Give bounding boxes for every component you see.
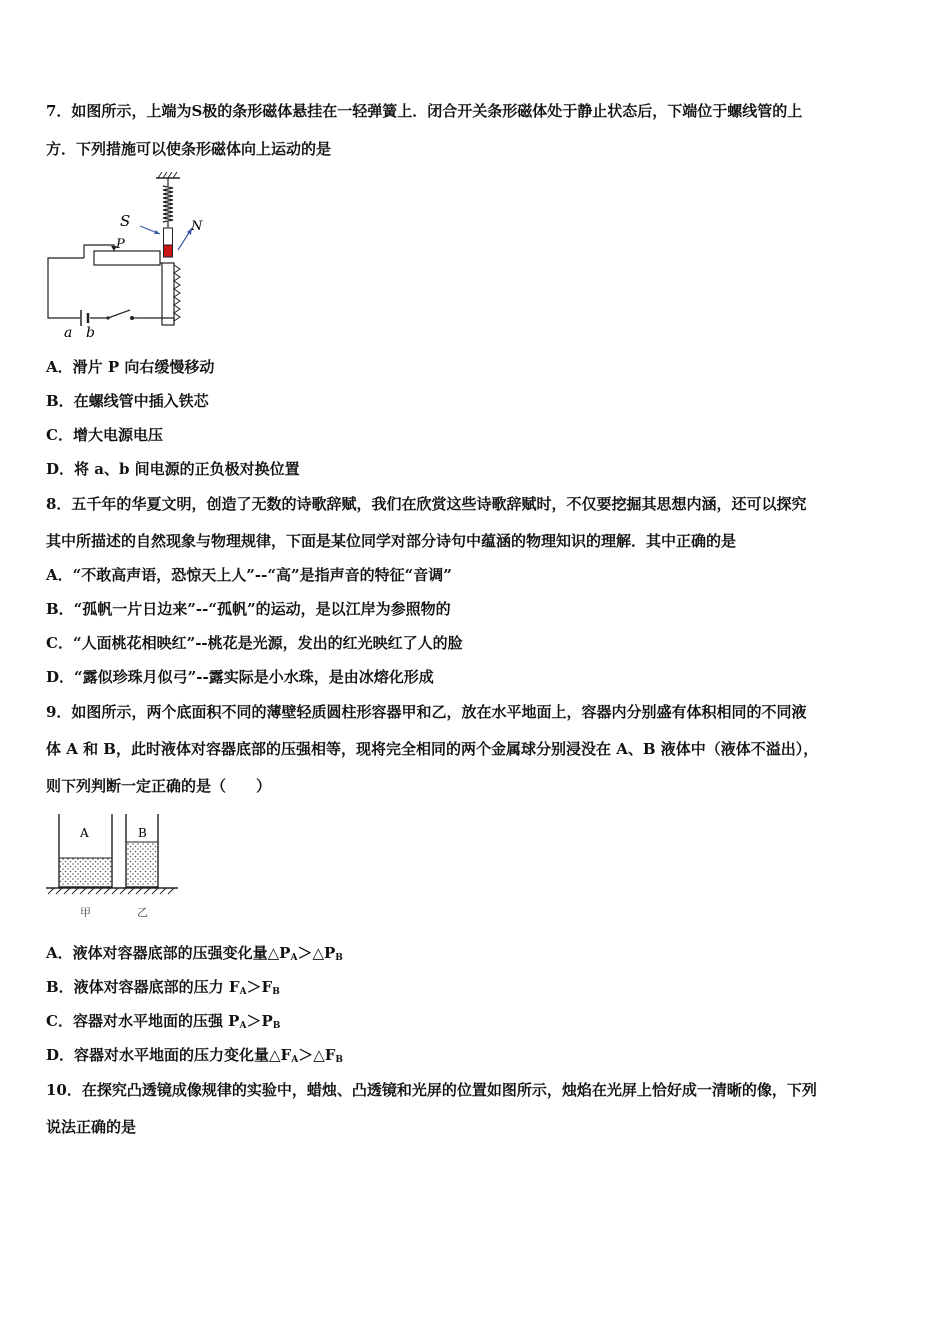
ceiling-hatch: [158, 172, 177, 178]
q7-option-b: B．在螺线管中插入铁芯: [46, 392, 209, 410]
label-liquid-a: A: [80, 826, 89, 840]
q10-stem-line-2: 说法正确的是: [46, 1118, 137, 1136]
q8-option-b: B．“孤帆一片日边来”--“孤帆”的运动，是以江岸为参照物的: [46, 600, 451, 618]
q9-option-c-sub-2: B: [272, 1021, 281, 1031]
switch-pivot: [106, 316, 109, 319]
ground-hatch: [48, 888, 174, 894]
label-p: P: [116, 237, 125, 252]
spring: [163, 178, 173, 228]
q7-circuit-figure: [42, 172, 212, 344]
label-s: S: [120, 212, 131, 230]
q9-stem-line-3: 则下列判断一定正确的是（ ）: [46, 777, 272, 795]
q9-option-d-sub-2: B: [335, 1055, 343, 1065]
q8-stem-line-2: 其中所描述的自然现象与物理规律，下面是某位同学对部分诗句中蕴涵的物理知识的理解．其中正确的是: [46, 532, 737, 550]
q9-containers-figure: [44, 810, 180, 922]
bar-magnet-s-end: [164, 228, 173, 245]
rheostat: [94, 251, 160, 265]
q8-option-a: A．“不敢高声语，恐惊天上人”--“高”是指声音的特征“音调”: [46, 566, 452, 584]
q9-option-c-text: C．容器对水平地面的压强 P: [46, 1012, 240, 1030]
q9-option-a-sub-2: B: [335, 953, 343, 963]
q9-option-d: [46, 1045, 343, 1070]
q9-option-c: [46, 1011, 280, 1036]
bar-magnet-n-end: [164, 245, 173, 257]
label-yi: 乙: [137, 906, 148, 919]
solenoid-coil: [174, 265, 180, 321]
liquid-b: [126, 842, 158, 886]
q8-option-d: D．“露似珍珠月似弓”--露实际是小水珠，是由冰熔化形成: [46, 668, 434, 686]
q9-option-b: [46, 977, 280, 1002]
q9-option-b-text-2: ＞F: [246, 978, 273, 996]
q9-option-b-sub-2: B: [272, 987, 280, 997]
solenoid-core: [162, 263, 174, 325]
q7-option-d: D．将 a、b 间电源的正负极对换位置: [46, 460, 300, 478]
q8-stem-line-1: 8．五千年的华夏文明，创造了无数的诗歌辞赋，我们在欣赏这些诗歌辞赋时，不仅要挖掘其思想内涵，还可以探究: [46, 495, 807, 513]
q9-option-a-sub-1: A: [290, 953, 298, 963]
label-a: a: [64, 325, 73, 341]
q9-option-d-text-2: ＞△F: [298, 1046, 336, 1064]
q7-stem-line-2: 方．下列措施可以使条形磁体向上运动的是: [46, 140, 332, 158]
q7-option-a: A．滑片 P 向右缓慢移动: [46, 358, 215, 376]
label-liquid-b: B: [138, 826, 147, 840]
label-b: b: [86, 325, 95, 341]
q9-stem-line-2: 体 A 和 B，此时液体对容器底部的压强相等，现将完全相同的两个金属球分别浸没在 A、B 液体中（液体不溢出），: [46, 740, 819, 758]
q9-option-c-sub-1: A: [239, 1021, 247, 1031]
q9-option-b-text: B．液体对容器底部的压力 F: [46, 978, 240, 996]
q9-option-a-text: A．液体对容器底部的压强变化量△P: [46, 944, 291, 962]
q10-stem-line-1: 10．在探究凸透镜成像规律的实验中，蜡烛、凸透镜和光屏的位置如图所示，烛焰在光屏上恰好成一清晰的像，下列: [46, 1081, 817, 1099]
q9-option-d-text: D．容器对水平地面的压力变化量△F: [46, 1046, 292, 1064]
q9-option-c-text-2: ＞P: [246, 1012, 273, 1030]
q9-option-d-sub-1: A: [291, 1055, 299, 1065]
circuit-wires: [48, 258, 174, 325]
q7-option-c: C．增大电源电压: [46, 426, 163, 444]
label-jia: 甲: [80, 906, 91, 919]
q9-option-a: [46, 943, 343, 968]
q8-option-c: C．“人面桃花相映红”--桃花是光源，发出的红光映红了人的脸: [46, 634, 463, 652]
q9-stem-line-1: 9．如图所示，两个底面积不同的薄壁轻质圆柱形容器甲和乙，放在水平地面上，容器内分别盛有体积相同的不同液: [46, 703, 807, 721]
q9-option-b-sub-1: A: [239, 987, 247, 997]
q9-option-a-text-2: ＞△P: [297, 944, 336, 962]
switch-blade: [108, 310, 130, 318]
q7-stem-line-1: 7．如图所示，上端为S极的条形磁体悬挂在一轻弹簧上．闭合开关条形磁体处于静止状态后，下端位于螺线管的上: [46, 102, 803, 120]
liquid-a: [59, 858, 112, 886]
label-n: N: [191, 219, 203, 234]
